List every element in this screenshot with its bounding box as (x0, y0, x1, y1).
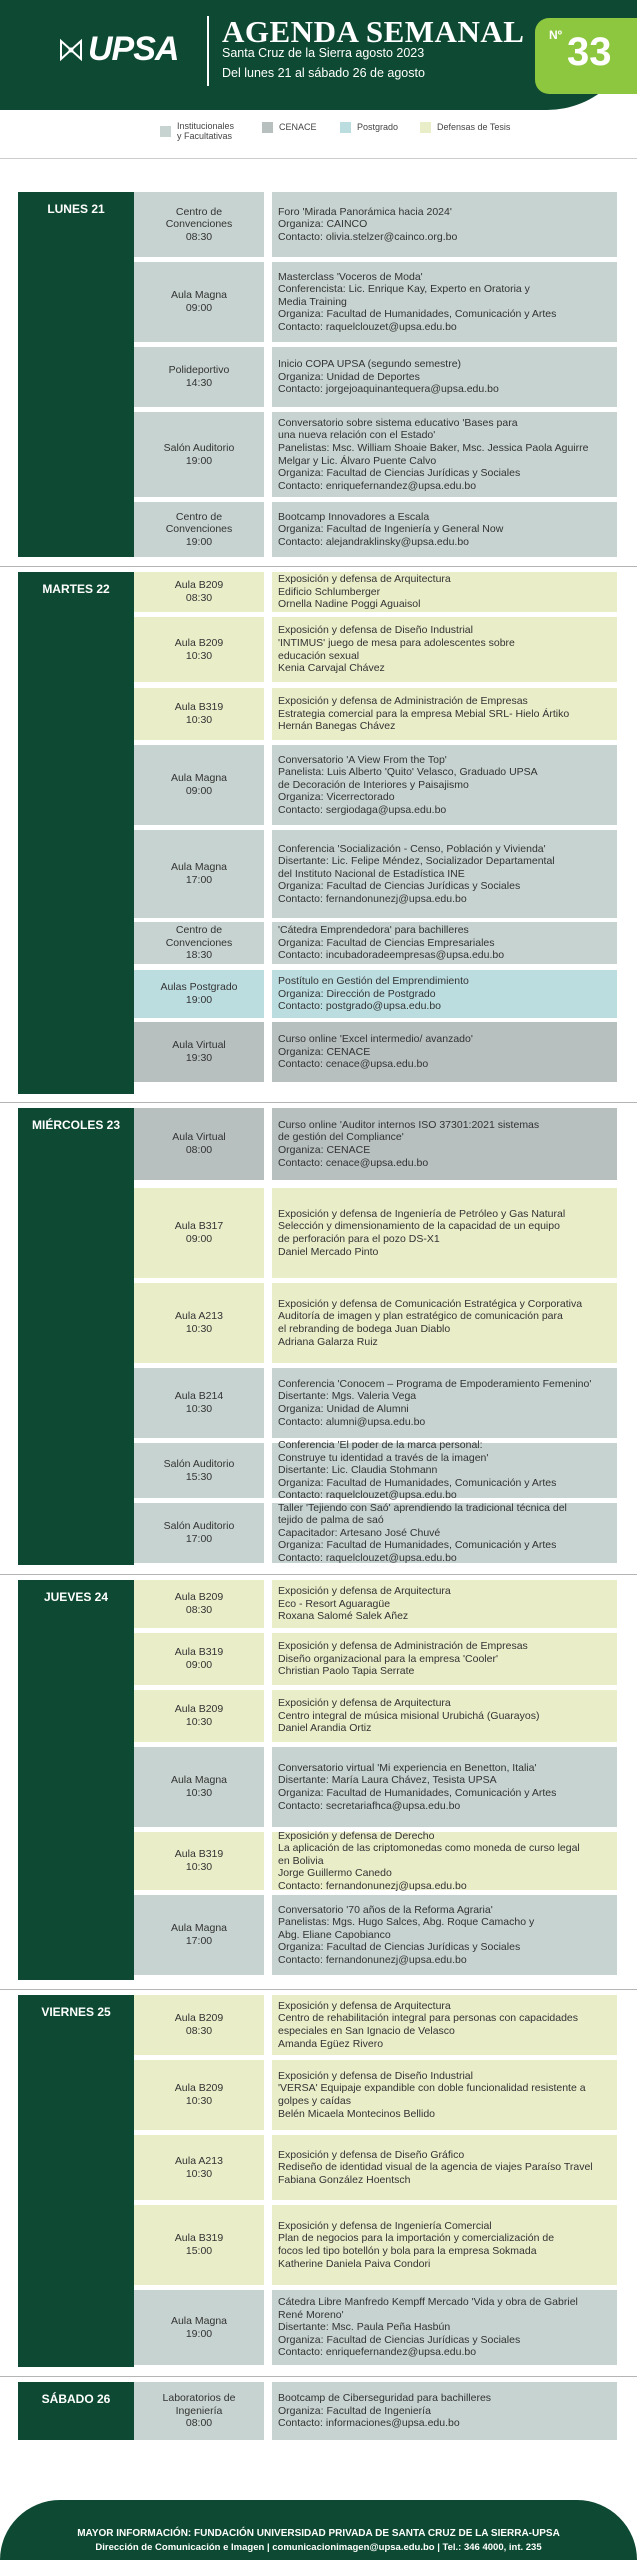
event-row (134, 1108, 619, 1180)
event-description: Exposición y defensa de Ingeniería Comercial Plan de negocios para la importación y comercialización de focos led tipo botellón y bola para la empresa Sokmada Katherine Daniela Paiva Condori (272, 2205, 617, 2285)
event-description: Foro 'Mirada Panorámica hacia 2024' Organiza: CAINCO Contacto: olivia.stelzer@cainco.org.bo (272, 192, 617, 257)
day-label-text: LUNES 21 (47, 202, 105, 216)
event-venue-time: Aula B209 08:30 (134, 572, 264, 612)
event-venue-time: Aula B319 10:30 (134, 1832, 264, 1890)
legend-item (340, 122, 398, 133)
event-venue-time: Laboratorios de Ingeniería 08:00 (134, 2382, 264, 2440)
event-row (134, 347, 619, 407)
event-venue-time: Aula B209 10:30 (134, 617, 264, 682)
event-row (134, 1503, 619, 1563)
event-row (134, 1368, 619, 1438)
event-description: Exposición y defensa de Derecho La aplicación de las criptomonedas como moneda de curso legal en Bolivia Jorge Guillermo Canedo Contacto: fernandonunezj@upsa.edu.bo (272, 1832, 617, 1890)
event-row (134, 572, 619, 612)
day-divider (0, 2376, 637, 2377)
header-divider (207, 16, 209, 86)
event-description: 'Cátedra Emprendedora' para bachilleres Organiza: Facultad de Ciencias Empresariales Contacto: incubadoradeempresas@upsa.edu.bo (272, 922, 617, 964)
event-row (134, 830, 619, 918)
logo-text: UPSA (88, 30, 179, 68)
legend-swatch (420, 122, 431, 133)
event-description: Exposición y defensa de Ingeniería de Petróleo y Gas Natural Selección y dimensionamiento de la capacidad de un equipo de perforación para el pozo DS-X1 Daniel Mercado Pinto (272, 1188, 617, 1278)
footer-info: MAYOR INFORMACIÓN: FUNDACIÓN UNIVERSIDAD PRIVADA DE SANTA CRUZ DE LA SIERRA-UPSA (77, 2528, 560, 2539)
divider (0, 158, 637, 159)
event-row (134, 1895, 619, 1975)
event-description: Exposición y defensa de Arquitectura Centro integral de música misional Urubichá (Guarayos) Daniel Arandia Ortiz (272, 1690, 617, 1742)
day-label (18, 192, 134, 557)
event-row (134, 1022, 619, 1082)
event-row (134, 1283, 619, 1363)
issue-badge (535, 18, 637, 94)
event-row (134, 502, 619, 557)
event-row (134, 1439, 619, 1502)
upsa-crest-icon (58, 37, 84, 63)
legend-item (160, 122, 234, 142)
event-venue-time: Salón Auditorio 15:30 (134, 1443, 264, 1498)
event-description: Conferencia 'El poder de la marca personal: Construye tu identidad a través de la imagen' Disertante: Lic. Claudia Stohmann Organiza: Facultad de Humanidades, Comunicación y Artes Contacto: raquelclouzet@upsa.edu.bo (272, 1443, 617, 1498)
event-description: Exposición y defensa de Administración de Empresas Estrategia comercial para la empresa Mebial SRL- Hielo Ártiko Hernán Banegas Chávez (272, 688, 617, 740)
event-description: Exposición y defensa de Administración de Empresas Diseño organizacional para la empresa 'Cooler' Christian Paolo Tapia Serrate (272, 1633, 617, 1685)
event-description: Postítulo en Gestión del Emprendimiento Organiza: Dirección de Postgrado Contacto: postgrado@upsa.edu.bo (272, 970, 617, 1018)
event-description: Exposición y defensa de Diseño Industrial 'INTIMUS' juego de mesa para adolescentes sobre educación sexual Kenia Carvajal Chávez (272, 617, 617, 682)
event-venue-time: Salón Auditorio 19:00 (134, 412, 264, 497)
event-description: Bootcamp de Ciberseguridad para bachilleres Organiza: Facultad de Ingeniería Contacto: informaciones@upsa.edu.bo (272, 2382, 617, 2440)
event-row (134, 922, 619, 964)
event-venue-time: Aula Magna 09:00 (134, 745, 264, 825)
day-divider (0, 1574, 637, 1575)
event-description: Exposición y defensa de Arquitectura Eco - Resort Aguaragüe Roxana Salomé Salek Añez (272, 1580, 617, 1628)
day-label-text: SÁBADO 26 (41, 2392, 111, 2406)
event-row (134, 262, 619, 342)
date-range: Del lunes 21 al sábado 26 de agosto (222, 66, 425, 80)
event-row (134, 1829, 619, 1892)
event-venue-time: Salón Auditorio 17:00 (134, 1503, 264, 1563)
event-row (134, 617, 619, 682)
event-description: Conversatorio '70 años de la Reforma Agraria' Panelistas: Mgs. Hugo Salces, Abg. Roque Camacho y Abg. Eliane Capobianco Organiza: Facultad de Ciencias Jurídicas y Sociales Contacto: fernandonunezj@upsa.edu.bo (272, 1895, 617, 1975)
event-row (134, 2205, 619, 2285)
issue-label: Nº (549, 28, 563, 42)
legend-label: Institucionales y Facultativas (177, 121, 235, 141)
event-description: Exposición y defensa de Arquitectura Centro de rehabilitación integral para personas con capacidades especiales en San Ignacio de Velasco Amanda Egüez Rivero (272, 1995, 617, 2055)
event-venue-time: Aula Magna 10:30 (134, 1747, 264, 1827)
event-description: Conversatorio virtual 'Mi experiencia en Benetton, Italia' Disertante: María Laura Chávez, Tesista UPSA Organiza: Facultad de Humanidades, Comunicación y Artes Contacto: secretariafhca@upsa.edu.bo (272, 1747, 617, 1827)
day-label (18, 1995, 134, 2367)
event-row (134, 2382, 619, 2440)
event-venue-time: Aula B319 10:30 (134, 688, 264, 740)
event-row (134, 192, 619, 257)
event-venue-time: Aula B319 15:00 (134, 2205, 264, 2285)
day-label-text: VIERNES 25 (41, 2005, 111, 2019)
event-row (134, 970, 619, 1018)
event-venue-time: Centro de Convenciones 08:30 (134, 192, 264, 257)
event-venue-time: Centro de Convenciones 19:00 (134, 502, 264, 557)
day-block (18, 2382, 619, 2440)
day-label (18, 1580, 134, 1980)
day-block (18, 1108, 619, 1565)
event-venue-time: Aula B209 08:30 (134, 1580, 264, 1628)
event-row (134, 688, 619, 740)
event-description: Masterclass 'Voceros de Moda' Conferencista: Lic. Enrique Kay, Experto en Oratoria y Media Training Organiza: Facultad de Humanidades, Comunicación y Artes Contacto: raquelclouzet@upsa.edu.bo (272, 262, 617, 342)
event-venue-time: Aula Virtual 19:30 (134, 1022, 264, 1082)
event-venue-time: Aula B319 09:00 (134, 1633, 264, 1685)
event-row (134, 1633, 619, 1685)
event-venue-time: Aula A213 10:30 (134, 2135, 264, 2200)
event-description: Inicio COPA UPSA (segundo semestre) Organiza: Unidad de Deportes Contacto: jorgejoaquinantequera@upsa.edu.bo (272, 347, 617, 407)
day-divider (0, 1989, 637, 1990)
page-subtitle: Santa Cruz de la Sierra agosto 2023 (222, 46, 425, 60)
event-description: Conversatorio sobre sistema educativo 'Bases para una nueva relación con el Estado' Panelistas: Msc. William Shoaie Baker, Msc. Jessica Paola Aguirre Melgar y Lic. Álvaro Puente Calvo Organiza: Facultad de Ciencias Jurídicas y Sociales Contacto: enriquefernandez@upsa.edu.bo (272, 412, 617, 497)
day-label-text: MIÉRCOLES 23 (31, 1118, 121, 1132)
event-row (134, 2290, 619, 2365)
event-venue-time: Aula Magna 17:00 (134, 1895, 264, 1975)
footer-contact: Dirección de Comunicación e Imagen | comunicacionimagen@upsa.edu.bo | Tel.: 346 4000, int. 235 (95, 2542, 542, 2553)
event-description: Conferencia 'Conocem – Programa de Empoderamiento Femenino' Disertante: Mgs. Valeria Vega Organiza: Unidad de Alumni Contacto: alumni@upsa.edu.bo (272, 1368, 617, 1438)
event-description: Bootcamp Innovadores a Escala Organiza: Facultad de Ingeniería y General Now Contacto: alejandraklinsky@upsa.edu.bo (272, 502, 617, 557)
event-venue-time: Aula B214 10:30 (134, 1368, 264, 1438)
legend-label: Defensas de Tesis (437, 121, 511, 132)
event-venue-time: Aula A213 10:30 (134, 1283, 264, 1363)
event-venue-time: Aula B209 10:30 (134, 1690, 264, 1742)
legend-item (420, 122, 510, 133)
legend-swatch (340, 122, 351, 133)
event-description: Exposición y defensa de Diseño Gráfico Rediseño de identidad visual de la agencia de viajes Paraíso Travel Fabiana González Hoentsch (272, 2135, 617, 2200)
event-description: Exposición y defensa de Comunicación Estratégica y Corporativa Auditoría de imagen y plan estratégico de comunicación para el rebranding de bodega Juan Diablo Adriana Galarza Ruiz (272, 1283, 617, 1363)
legend-label: Postgrado (357, 121, 399, 132)
event-venue-time: Aula Magna 17:00 (134, 830, 264, 918)
event-description: Cátedra Libre Manfredo Kempff Mercado 'Vida y obra de Gabriel René Moreno' Disertante: Msc. Paula Peña Hasbún Organiza: Facultad de Ciencias Jurídicas y Sociales Contacto: enriquefernandez@upsa.edu.bo (272, 2290, 617, 2365)
event-row (134, 1580, 619, 1628)
day-label (18, 2382, 134, 2440)
event-description: Curso online 'Auditor internos ISO 37301:2021 sistemas de gestión del Compliance' Organiza: CENACE Contacto: cenace@upsa.edu.bo (272, 1108, 617, 1180)
event-venue-time: Aula B209 10:30 (134, 2060, 264, 2130)
day-label (18, 572, 134, 1094)
event-row (134, 1690, 619, 1742)
day-divider (0, 1102, 637, 1103)
legend-swatch (160, 126, 171, 137)
day-divider (0, 566, 637, 567)
day-label-text: JUEVES 24 (43, 1590, 109, 1604)
event-venue-time: Aula Magna 09:00 (134, 262, 264, 342)
legend-swatch (262, 122, 273, 133)
day-block (18, 1580, 619, 1980)
event-venue-time: Aula B209 08:30 (134, 1995, 264, 2055)
issue-number: 33 (567, 30, 612, 74)
event-row (134, 2060, 619, 2130)
event-description: Conferencia 'Socialización - Censo, Población y Vivienda' Disertante: Lic. Felipe Méndez, Socializador Departamental del Instituto Nacional de Estadística INE Organiza: Facultad de Ciencias Jurídicas y Sociales Contacto: fernandonunezj@upsa.edu.bo (272, 830, 617, 918)
event-row (134, 1747, 619, 1827)
event-description: Exposición y defensa de Arquitectura Edificio Schlumberger Ornella Nadine Poggi Aguaisol (272, 572, 617, 612)
event-row (134, 2135, 619, 2200)
event-venue-time: Centro de Convenciones 18:30 (134, 922, 264, 964)
event-venue-time: Polideportivo 14:30 (134, 347, 264, 407)
day-block (18, 572, 619, 1094)
event-row (134, 1995, 619, 2055)
event-venue-time: Aula B317 09:00 (134, 1188, 264, 1278)
legend-item (262, 122, 317, 133)
event-venue-time: Aula Virtual 08:00 (134, 1108, 264, 1180)
event-description: Taller 'Tejiendo con Saó' aprendiendo la tradicional técnica del tejido de palma de saó Capacitador: Artesano José Chuvé Organiza: Facultad de Humanidades, Comunicación y Artes Contacto: raquelclouzet@upsa.edu.bo (272, 1503, 617, 1563)
event-venue-time: Aulas Postgrado 19:00 (134, 970, 264, 1018)
day-block (18, 1995, 619, 2367)
day-block (18, 192, 619, 557)
category-legend (0, 118, 637, 154)
upsa-logo[interactable] (58, 30, 178, 69)
event-row (134, 745, 619, 825)
event-description: Conversatorio 'A View From the Top' Panelista: Luis Alberto 'Quito' Velasco, Graduado UPSA de Decoración de Interiores y Paisajismo Organiza: Vicerrectorado Contacto: sergiodaga@upsa.edu.bo (272, 745, 617, 825)
event-row (134, 412, 619, 497)
page-title: AGENDA SEMANAL (222, 14, 525, 49)
footer (0, 2500, 637, 2560)
event-venue-time: Aula Magna 19:00 (134, 2290, 264, 2365)
legend-label: CENACE (279, 121, 317, 132)
event-description: Exposición y defensa de Diseño Industrial 'VERSA' Equipaje expandible con doble funcionalidad resistente a golpes y caídas Belén Micaela Montecinos Bellido (272, 2060, 617, 2130)
event-row (134, 1188, 619, 1278)
event-description: Curso online 'Excel intermedio/ avanzado' Organiza: CENACE Contacto: cenace@upsa.edu.bo (272, 1022, 617, 1082)
day-label-text: MARTES 22 (42, 582, 110, 596)
day-label (18, 1108, 134, 1565)
